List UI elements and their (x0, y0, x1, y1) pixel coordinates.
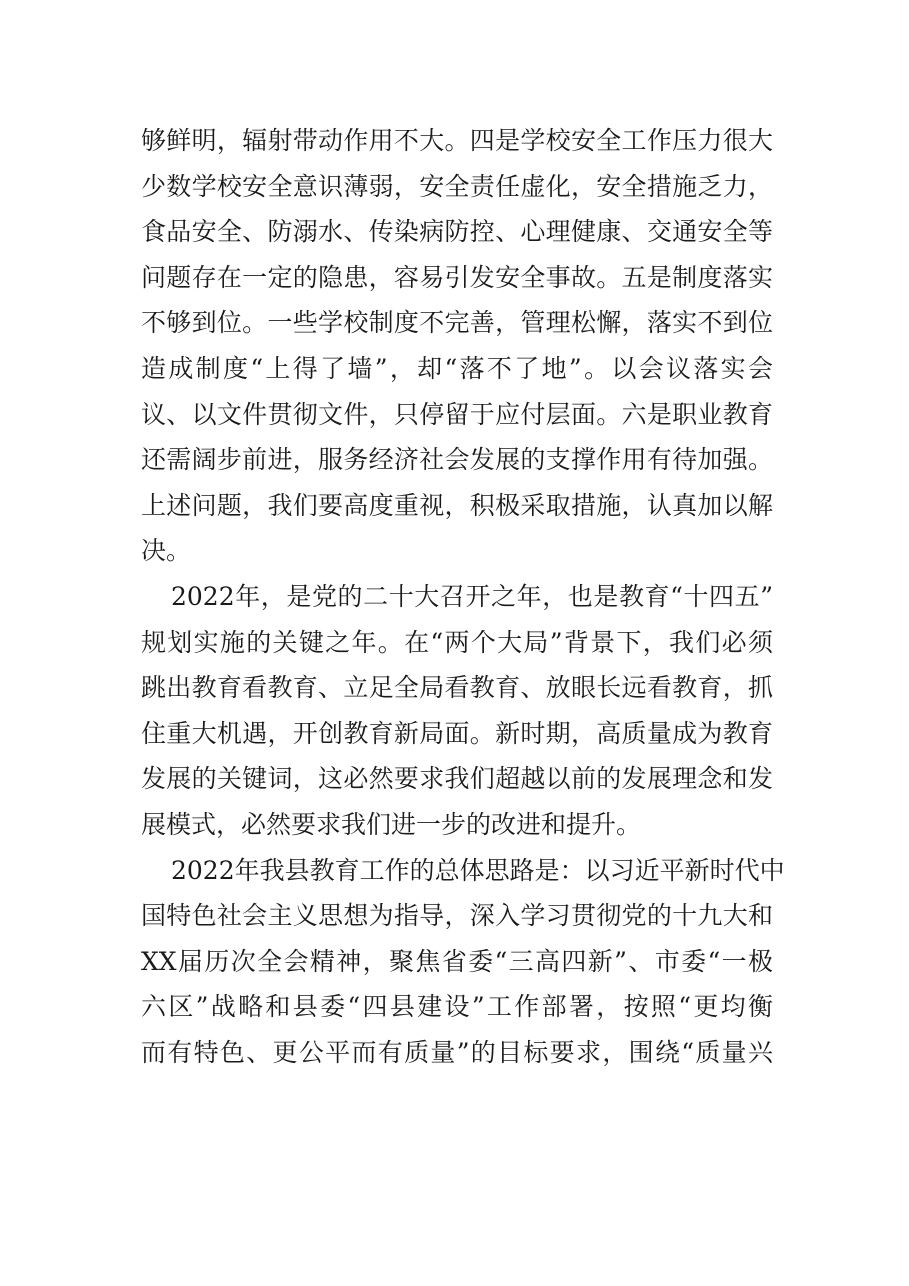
text-line: 还需阔步前进，服务经济社会发展的支撑作用有待加强。 (141, 445, 773, 475)
text-line: 少数学校安全意识薄弱，安全责任虚化，安全措施乏力， (141, 171, 773, 201)
text-line: 发展的关键词，这必然要求我们超越以前的发展理念和发 (141, 764, 773, 794)
text-line: 展模式，必然要求我们进一步的改进和提升。 (141, 809, 642, 839)
text-line: 国特色社会主义思想为指导，深入学习贯彻党的十九大和 (141, 901, 773, 931)
text-line: 六区”战略和县委“四县建设”工作部署，按照“更均衡 (141, 992, 773, 1022)
text-line: 不够到位。一些学校制度不完善，管理松懈，落实不到位 (141, 308, 773, 338)
text-line: 议、以文件贯彻文件，只停留于应付层面。六是职业教育 (141, 399, 773, 429)
text-line: 规划实施的关键之年。在“两个大局”背景下，我们必须 (141, 627, 773, 657)
text-line: 问题存在一定的隐患，容易引发安全事故。五是制度落实 (141, 262, 773, 292)
text-line: 跳出教育看教育、立足全局看教育、放眼长远看教育，抓 (141, 673, 773, 703)
text-line: 造成制度“上得了墙”，却“落不了地”。以会议落实会 (141, 353, 773, 383)
text-line: 食品安全、防溺水、传染病防控、心理健康、交通安全等 (141, 217, 773, 247)
text-line: 上述问题，我们要高度重视，积极采取措施，认真加以解 (141, 490, 773, 520)
paragraph-first-line: 2022年，是党的二十大召开之年，也是教育“十四五” (171, 581, 773, 611)
text-line: XX届历次全会精神，聚焦省委“三高四新”、市委“一极 (141, 946, 773, 976)
document-body (141, 118, 785, 1075)
text-line: 而有特色、更公平而有质量”的目标要求，围绕“质量兴 (141, 1037, 773, 1067)
text-line: 决。 (141, 536, 192, 566)
text-line: 够鲜明，辐射带动作用不大。四是学校安全工作压力很大 (141, 126, 773, 155)
text-line: 住重大机遇，开创教育新局面。新时期，高质量成为教育 (141, 718, 773, 748)
paragraph-first-line: 2022年我县教育工作的总体思路是：以习近平新时代中 (171, 855, 785, 885)
